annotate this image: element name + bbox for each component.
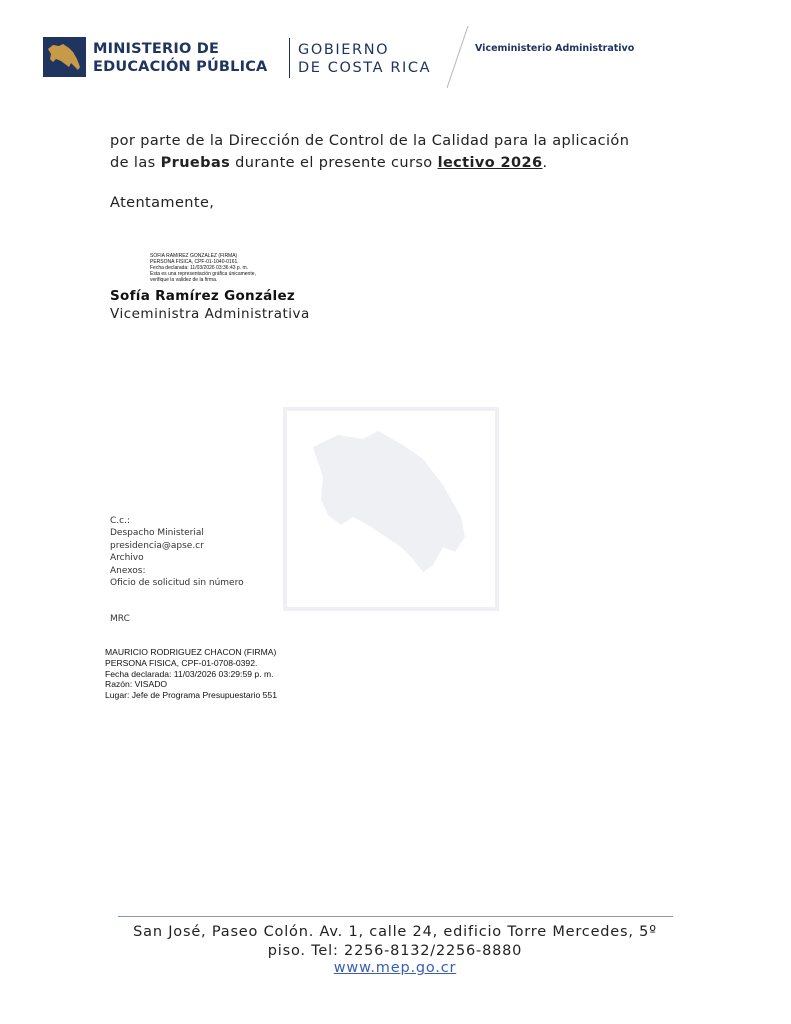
sig-stamp-line-4: Esta es una representación gráfica únicamente,: [150, 271, 256, 277]
sig-stamp-line-3: Fecha declarada: 11/03/2026 03:36:43 p. m.: [150, 265, 249, 271]
body-bold-pruebas: Pruebas: [160, 155, 231, 171]
body-line-1: por parte de la Dirección de Control de la Calidad para la aplicación: [110, 133, 630, 149]
ministry-title-line1: MINISTERIO DE: [93, 41, 220, 57]
body-line-2-middle: durante el presente curso: [230, 155, 438, 171]
visado-line-5: Lugar: Jefe de Programa Presupuestario 551: [105, 690, 277, 701]
cc-block: [110, 515, 244, 589]
body-line-2-start: de las: [110, 155, 161, 171]
government-title-line1: GOBIERNO: [298, 42, 390, 58]
closing-salutation: Atentamente,: [110, 195, 215, 211]
sig-stamp-line-2: PERSONA FISICA, CPF-01-1040-0161.: [150, 259, 239, 265]
attachments-label: Anexos:: [110, 565, 146, 576]
body-line-2: [110, 152, 700, 174]
header-slash-divider: [444, 26, 472, 90]
sig-stamp-line-1: SOFIA RAMIREZ GONZALEZ (FIRMA): [150, 253, 238, 259]
signer-role: Viceministra Administrativa: [110, 306, 310, 322]
government-title-line2: DE COSTA RICA: [298, 60, 432, 76]
government-title: [298, 41, 431, 77]
cc-label: C.c.:: [110, 516, 130, 526]
body-line-2-end: .: [542, 155, 548, 171]
visado-signature-block: [105, 647, 277, 701]
visado-line-4: Razón: VISADO: [105, 679, 168, 690]
sig-stamp-line-5: verifique la validez de la firma.: [150, 277, 218, 283]
initials: MRC: [110, 614, 130, 624]
body-underlined-year: lectivo 2026: [437, 155, 543, 171]
vice-ministry-header: Viceministerio Administrativo: [475, 43, 635, 54]
costa-rica-watermark-icon: [283, 407, 499, 611]
ministry-title: [93, 40, 267, 76]
cc-item: Archivo: [110, 553, 144, 564]
ministry-title-line2: EDUCACIÓN PÚBLICA: [93, 59, 268, 75]
signer-name: Sofía Ramírez González: [110, 288, 296, 304]
attachments-item: Oficio de solicitud sin número: [110, 578, 244, 589]
footer-address-line-2: piso. Tel: 2256-8132/2256-8880: [267, 943, 523, 959]
cc-item: presidencia@apse.cr: [110, 540, 204, 551]
footer-divider: [118, 916, 673, 917]
mep-logo: [43, 37, 86, 77]
footer-address-line-1: San José, Paseo Colón. Av. 1, calle 24, edificio Torre Mercedes, 5º: [133, 924, 657, 940]
footer-website-link[interactable]: www.mep.go.cr: [333, 960, 457, 976]
cc-item: Despacho Ministerial: [110, 528, 204, 539]
footer-address: [100, 923, 690, 961]
header-divider: [289, 38, 290, 78]
visado-line-3: Fecha declarada: 11/03/2026 03:29:59 p. m.: [105, 668, 274, 679]
visado-line-2: PERSONA FISICA, CPF-01-0708-0392.: [105, 657, 258, 668]
letter-body: [110, 130, 700, 174]
digital-signature-stamp: [150, 253, 290, 283]
visado-line-1: MAURICIO RODRIGUEZ CHACON (FIRMA): [105, 647, 277, 657]
costa-rica-map-icon: [43, 37, 86, 77]
